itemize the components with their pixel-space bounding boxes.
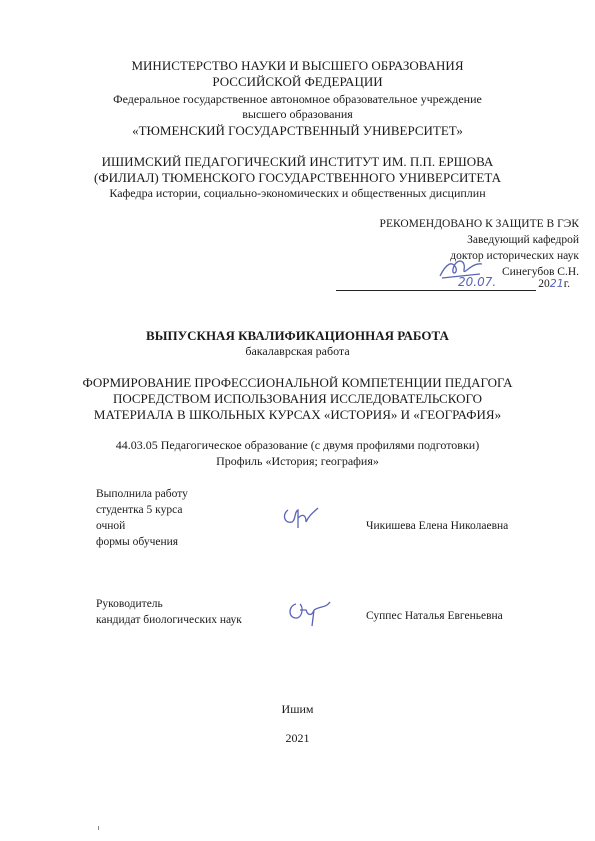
work-type: ВЫПУСКНАЯ КВАЛИФИКАЦИОННАЯ РАБОТА — [146, 328, 449, 343]
supervisor-name: Суппес Наталья Евгеньевна — [366, 610, 503, 622]
supervisor-signature — [286, 596, 332, 630]
branch-line-2: (ФИЛИАЛ) ТЮМЕНСКОГО ГОСУДАРСТВЕННОГО УНИВЕРСИТЕТА — [94, 170, 501, 185]
author-signature — [280, 504, 320, 534]
title-line-1: ФОРМИРОВАНИЕ ПРОФЕССИОНАЛЬНОЙ КОМПЕТЕНЦИИ ПЕДАГОГА — [82, 375, 513, 390]
handwritten-date: 20.07. — [458, 275, 497, 289]
university-name: «ТЮМЕНСКИЙ ГОСУДАРСТВЕННЫЙ УНИВЕРСИТЕТ» — [132, 123, 463, 138]
year: 2021 — [285, 731, 310, 745]
date-underline — [336, 290, 536, 291]
author-label-4: формы обучения — [96, 536, 179, 548]
approval-date-line — [336, 276, 570, 292]
author-labels — [96, 486, 188, 550]
department-name: Кафедра истории, социально-экономических и общественных дисциплин — [109, 186, 486, 200]
author-label-2: студентка 5 курса — [96, 504, 183, 516]
date-year — [538, 276, 570, 292]
ministry-line-2: РОССИЙСКОЙ ФЕДЕРАЦИИ — [212, 74, 383, 89]
institution-line-1: Федеральное государственное автономное образовательное учреждение — [113, 92, 482, 106]
year-prefix: 20 — [538, 278, 550, 290]
institution-line-2: высшего образования — [242, 107, 353, 121]
supervisor-labels — [96, 596, 242, 628]
approval-line-2: Заведующий кафедрой — [467, 234, 579, 246]
profile: Профиль «История; география» — [216, 454, 379, 468]
approval-line-4: Синегубов С.Н. — [501, 266, 579, 278]
title-line-3: МАТЕРИАЛА В ШКОЛЬНЫХ КУРСАХ «ИСТОРИЯ» И «ГЕОГРАФИЯ» — [93, 407, 502, 422]
city: Ишим — [281, 702, 314, 716]
year-suffix: 21 — [549, 277, 564, 290]
author-label-3: очной — [96, 520, 126, 532]
supervisor-label-1: Руководитель — [96, 598, 163, 610]
specialty: 44.03.05 Педагогическое образование (с двумя профилями подготовки) — [115, 438, 480, 452]
approval-line-3: доктор исторических наук — [450, 250, 579, 262]
title-line-2: ПОСРЕДСТВОМ ИСПОЛЬЗОВАНИЯ ИССЛЕДОВАТЕЛЬСКОГО — [112, 391, 483, 406]
year-end: г. — [563, 278, 570, 290]
branch-line-1: ИШИМСКИЙ ПЕДАГОГИЧЕСКИЙ ИНСТИТУТ ИМ. П.П. ЕРШОВА — [101, 154, 494, 169]
approval-line-1: РЕКОМЕНДОВАНО К ЗАЩИТЕ В ГЭК — [379, 218, 579, 230]
scan-speck — [98, 826, 99, 830]
author-label-1: Выполнила работу — [96, 488, 188, 500]
work-subtype: бакалаврская работа — [245, 344, 350, 358]
ministry-line-1: МИНИСТЕРСТВО НАУКИ И ВЫСШЕГО ОБРАЗОВАНИЯ — [131, 58, 464, 73]
author-name: Чикишева Елена Николаевна — [366, 520, 509, 532]
supervisor-label-2: кандидат биологических наук — [96, 614, 242, 626]
